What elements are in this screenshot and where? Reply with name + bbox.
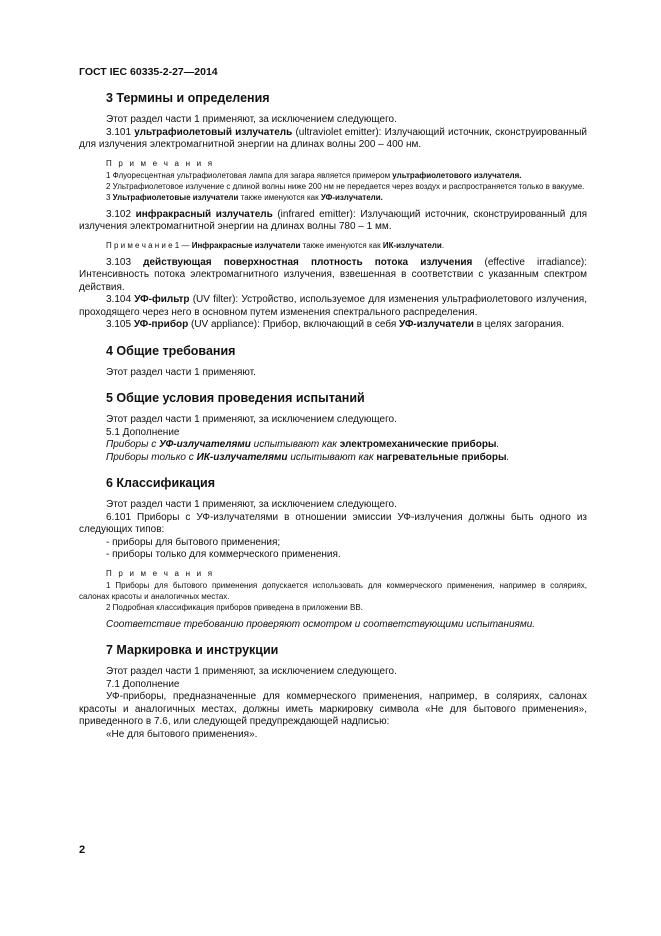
definition-3-104: 3.104 УФ-фильтр (UV filter): Устройство, используемое для изменения ультрафиолетового излучения, проходящего через него в основном путем изменения спектрального распределения.	[79, 294, 587, 318]
section-4-text: Этот раздел части 1 применяют.	[106, 366, 256, 378]
section-6-title: 6 Классификация	[106, 476, 216, 490]
section-4-title: 4 Общие требования	[106, 343, 236, 358]
note-2: 2 Подробная классификация приборов приведена в приложении ВВ.	[106, 602, 363, 612]
note-2: 2 Ультрафиолетовое излучение с длиной волны ниже 200 нм не передается через воздух и распространяется только в вакууме.	[106, 181, 585, 191]
section-6	[79, 475, 587, 631]
section-5-line-1: Приборы с УФ-излучателями испытывают как электромеханические приборы.	[106, 439, 500, 450]
notes-title: П р и м е ч а н и я	[106, 568, 215, 578]
definition-3-103: 3.103 действующая поверхностная плотность потока излучения (effective irradiance): Интенсивность потока электромагнитного излучения, взвешенная в соответствии с указанным спектром действия.	[79, 256, 588, 293]
note-ir: П р и м е ч а н и е 1 — Инфракрасные излучатели также именуются как ИК-излучатели.	[106, 240, 445, 250]
section-3-intro: Этот раздел части 1 применяют, за исключением следующего.	[106, 114, 397, 125]
section-5-line-2: Приборы только с ИК-излучателями испытывают как нагревательные приборы.	[106, 451, 510, 463]
section-5	[79, 390, 587, 464]
section-3	[79, 90, 587, 332]
definition-3-101	[79, 127, 587, 152]
definition-term: ультрафиолетовый излучатель	[134, 126, 293, 138]
compliance-statement: Соответствие требованию проверяют осмотром и соответствующими испытаниями.	[106, 618, 536, 630]
section-7	[79, 642, 587, 741]
section-5-title: 5 Общие условия проведения испытаний	[106, 391, 365, 405]
notes-block-3-102	[79, 240, 587, 251]
list-item: - приборы только для коммерческого применения.	[106, 549, 341, 560]
section-6-intro: Этот раздел части 1 применяют, за исключением следующего.	[106, 499, 397, 510]
section-6-101: 6.101 Приборы с УФ-излучателями в отношении эмиссии УФ-излучения должны быть одного из следующих типов:	[79, 511, 587, 535]
definition-3-102: 3.102 инфракрасный излучатель (infrared emitter): Излучающий источник, сконструированный для излучения электромагнитной энергии на длинах волны 780 – 1 мм.	[79, 208, 587, 232]
document-body	[79, 90, 587, 747]
notes-block-6	[79, 568, 587, 613]
page-number: 2	[79, 844, 86, 856]
section-7-intro: Этот раздел части 1 применяют, за исключением следующего.	[106, 666, 397, 677]
note-3: 3 Ультрафиолетовые излучатели также именуются как УФ-излучатели.	[106, 192, 383, 202]
notes-title: П р и м е ч а н и я	[106, 158, 215, 168]
document-header: ГОСТ IEC 60335-2-27—2014	[79, 66, 218, 78]
section-5-1-addition: 5.1 Дополнение	[106, 426, 180, 438]
section-4	[79, 343, 587, 380]
section-3-title: 3 Термины и определения	[106, 91, 270, 105]
definition-number: 3.101	[106, 126, 135, 138]
notes-block-3-101	[79, 158, 587, 203]
section-5-intro: Этот раздел части 1 применяют, за исключением следующего.	[106, 414, 397, 425]
list-item: - приборы для бытового применения;	[106, 536, 281, 548]
section-7-paragraph: УФ-приборы, предназначенные для коммерческого применения, например, в соляриях, салонах красоты и аналогичных местах, должны иметь маркировку символа «Не для бытового применения», приведенного в 7.6, или следующей предупреждающей надписью:	[79, 691, 587, 727]
section-7-quote: «Не для бытового применения».	[106, 728, 258, 740]
definition-3-105: 3.105 УФ-прибор (UV appliance): Прибор, включающий в себя УФ-излучатели в целях загорания.	[106, 319, 565, 330]
note-1: 1 Флуоресцентная ультрафиолетовая лампа для загара является примером ультрафиолетового излучателя.	[106, 170, 522, 180]
note-1: 1 Приборы для бытового применения допускается использовать для коммерческого применения, например в соляриях, салонах красоты и аналогичных местах.	[79, 580, 587, 601]
section-7-title: 7 Маркировка и инструкции	[106, 643, 279, 657]
section-7-1-addition: 7.1 Дополнение	[106, 678, 180, 690]
definition-text: (ultraviolet emitter): Излучающий источник, сконструированный для излучения электромагнитной энергии на длинах волны 200 – 400 нм.	[79, 126, 587, 150]
